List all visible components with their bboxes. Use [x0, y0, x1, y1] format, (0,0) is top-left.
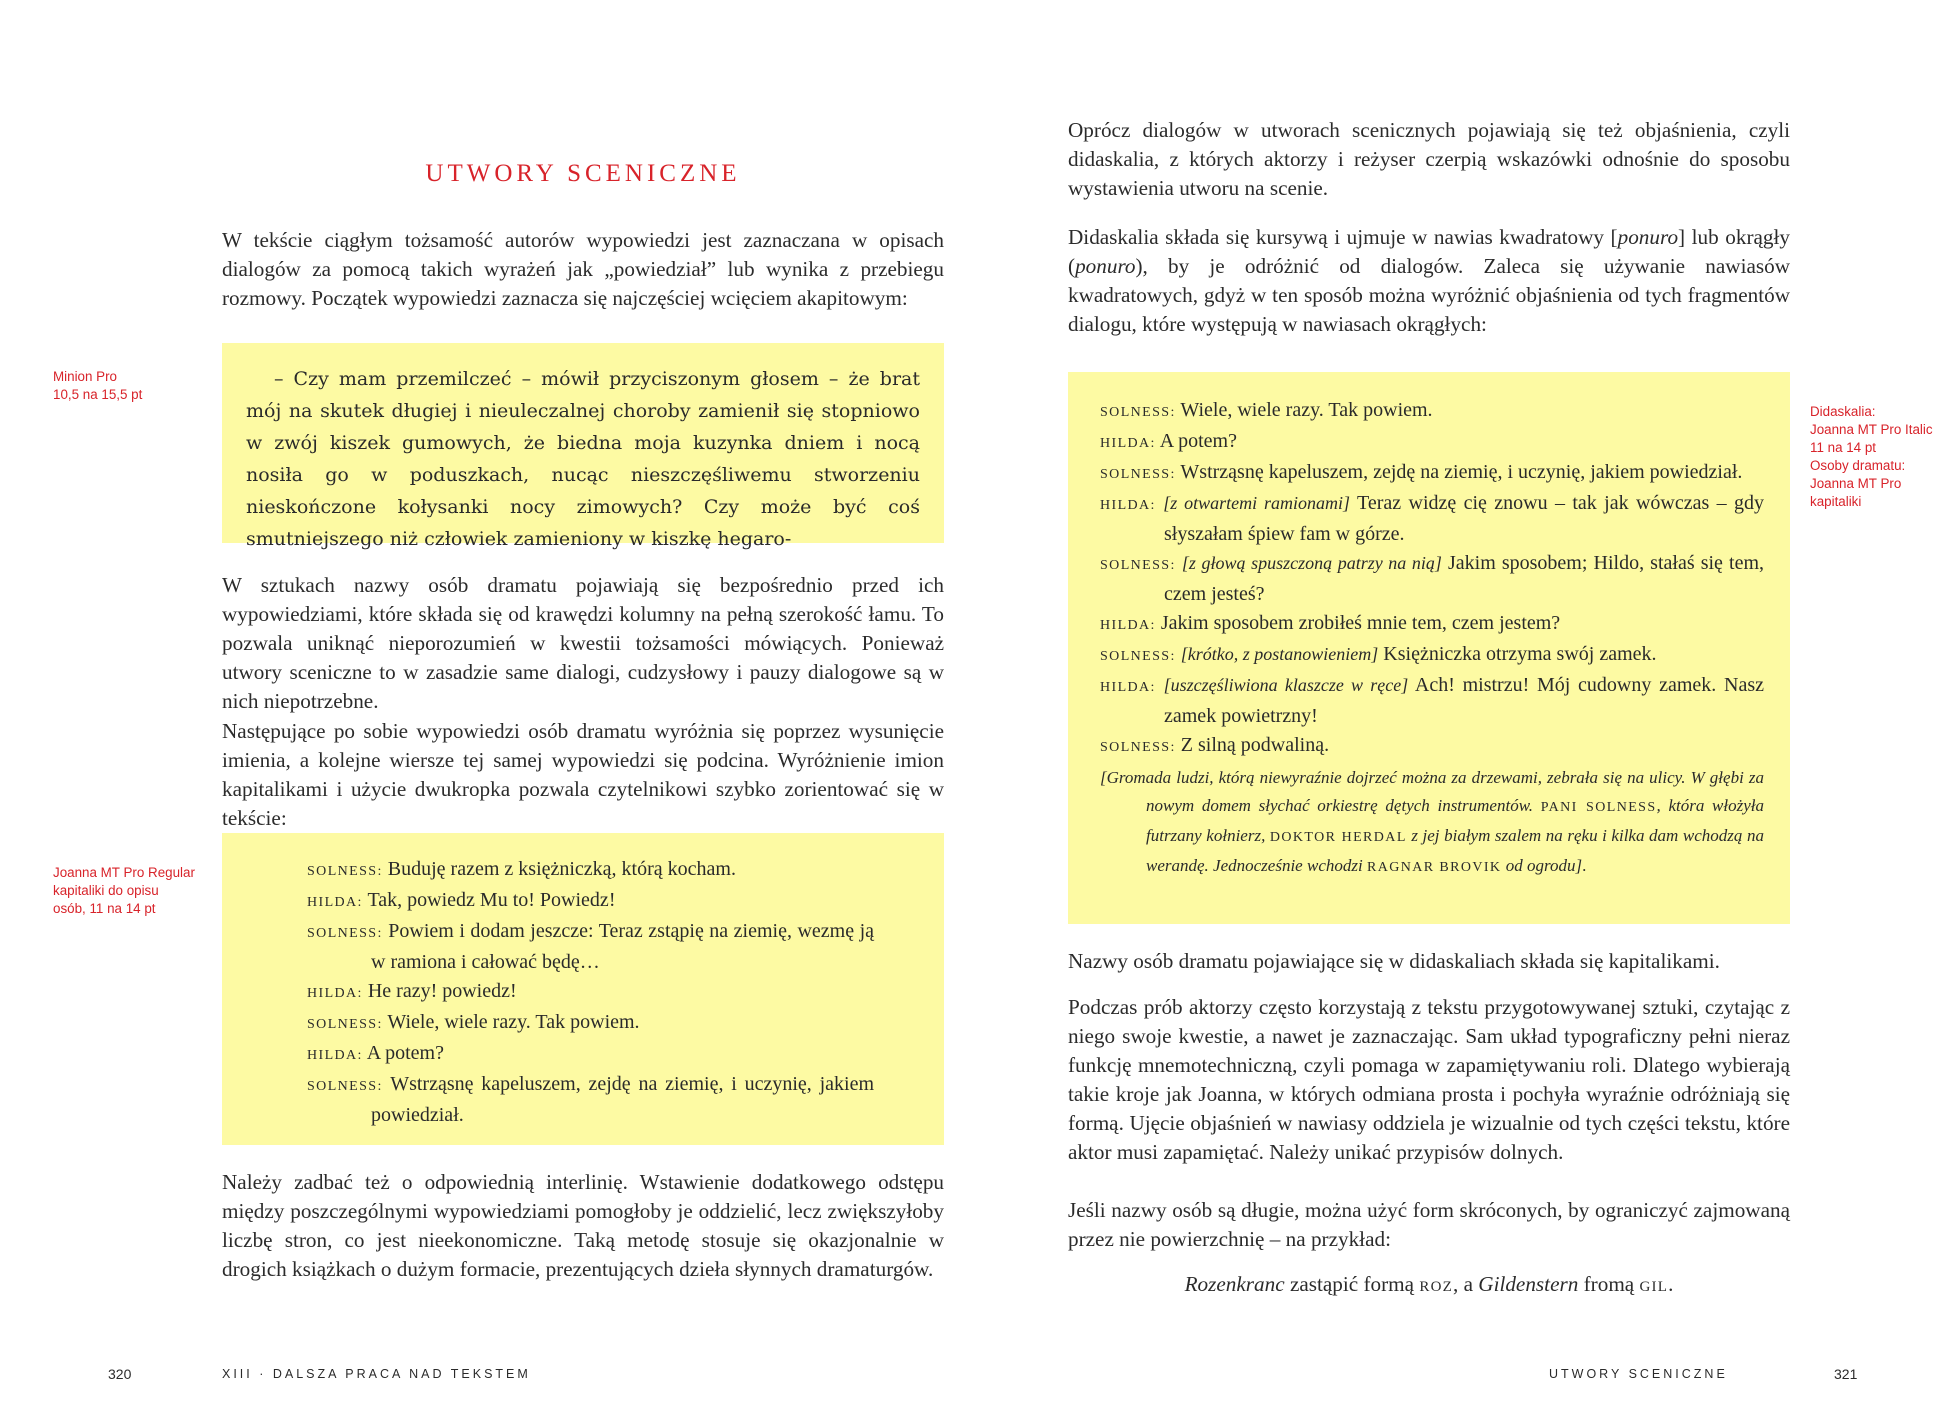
quote-text: – Czy mam przemilczeć – mówił przyciszonym głosem – że brat mój na skutek długiej i nieuleczalnej choroby zamienił się stopniowo w zwój kiszek gumowych, że biedna moja kuzynka dniem i nocą nosiła go w poduszkach, nucąc nieszczęśliwemu stworzeniu nieskończone kołysanki nocy zimowych? Czy może być coś smutniejszego niż człowiek zamieniony w kiszkę hegaro- [246, 368, 920, 550]
dialog-line [1100, 549, 1764, 609]
text-run: zastąpić formą [1284, 1272, 1420, 1296]
note-line: 11 na 14 pt [1810, 440, 1877, 455]
speaker-name: SOLNESS: [1100, 558, 1176, 573]
stage-direction [1100, 764, 1764, 882]
margin-note-minion [53, 368, 193, 404]
margin-note-didascalia [1810, 403, 1950, 511]
dialog-text: Teraz widzę cię znowu – tak jak wówczas – gdy słyszałam śpiew fam w górze. [1164, 492, 1765, 545]
didascalia: [z otwartemi ramionami] [1163, 493, 1350, 513]
dialog-line [307, 1070, 874, 1130]
stage-text: , która włożyła futrzany kołnierz, [1146, 796, 1764, 845]
dialog-line [1100, 396, 1764, 427]
text-run: Didaskalia składa się kursywą i ujmuje w nawias kwadratowy [ [1068, 225, 1618, 249]
note-line: kapitaliki [1810, 494, 1862, 509]
dialog-text: A potem? [366, 1042, 444, 1064]
didascalia-text: uszczęśliwiona klaszcze w ręce [1170, 675, 1402, 695]
paragraph-names-in-didascalia: Nazwy osób dramatu pojawiające się w didaskaliach składa się kapitalikami. [1068, 949, 1720, 973]
note-line: kapitaliki do opisu [53, 883, 159, 898]
dialog-line [1100, 489, 1764, 549]
dialog-line [1100, 731, 1764, 762]
speaker-name: HILDA: [1100, 498, 1156, 513]
italic-example: ponuro [1075, 254, 1136, 278]
dialog-text: Buduję razem z księżniczką, którą kocham. [387, 858, 736, 880]
didascalia-text: z głową spuszczoną patrzy na nią [1188, 553, 1435, 573]
speaker-name: SOLNESS: [1100, 740, 1176, 755]
stage-character: DOKTOR HERDAL [1269, 830, 1407, 845]
dialog-text: Wstrząsnę kapeluszem, zejdę na ziemię, i uczynię, jakiem powiedział. [1180, 461, 1743, 483]
dialog-line [1100, 427, 1764, 458]
paragraph-indent: Następujące po sobie wypowiedzi osób dramatu wyróżnia się poprzez wysunięcie imienia, a kolejne wiersze tej samej wypowiedzi się podcina. Wyróżnienie imion kapitalikami i użycie dwukropka pozwala czytelnikowi szybko zorientować się w tekście: [222, 719, 944, 830]
page-number-right: 321 [1834, 1366, 1858, 1382]
text-run: ] lub okrągły ( [1068, 225, 1790, 278]
dialog-line [307, 1008, 874, 1039]
dialog-text: Jakim sposobem; Hildo, stałaś się tem, czem jesteś? [1164, 552, 1764, 605]
note-line: 10,5 na 15,5 pt [53, 387, 143, 402]
dialog-line [307, 886, 874, 917]
speaker-name: HILDA: [1100, 436, 1156, 451]
dialog-line [1100, 458, 1764, 489]
speaker-name: HILDA: [1100, 680, 1156, 695]
note-line: Joanna MT Pro Italic [1810, 422, 1933, 437]
example-name: Rozenkranc [1184, 1272, 1285, 1296]
dialog-line [307, 1039, 874, 1070]
stage-text: z jej białym szalem na ręku i kilka dam wchodzą na werandę. Jednocześnie wchodzi [1146, 826, 1764, 875]
dialog-text: Z silną podwaliną. [1180, 734, 1330, 756]
dialog-text: A potem? [1159, 430, 1237, 452]
dialog-line [307, 917, 874, 977]
didascalia-intro-paragraph: Oprócz dialogów w utworach scenicznych pojawiają się też objaśnienia, czyli didaskalia, z których aktorzy i reżyser czerpią wskazówki odnośnie do sposobu wystawienia utworu na scenie. [1068, 118, 1790, 200]
speaker-name: SOLNESS: [1100, 649, 1176, 664]
didascalia-text: z otwartemi ramionami [1170, 493, 1343, 513]
dialog-line [307, 855, 874, 886]
didascalia: [krótko, z postanowieniem] [1180, 644, 1379, 664]
speaker-name: SOLNESS: [307, 1079, 383, 1094]
page-number-left: 320 [108, 1366, 132, 1382]
dialog-box-left [222, 833, 944, 1145]
note-line: Didaskalia: [1810, 404, 1876, 419]
abbreviation-example [1068, 1270, 1790, 1302]
dialog-text: Powiem i dodam jeszcze: Teraz zstąpię na ziemię, wezmę ją w ramiona i całować będę… [371, 920, 875, 973]
stage-character: RAGNAR BROVIK [1366, 860, 1502, 875]
dialog-text: Wstrząsnę kapeluszem, zejdę na ziemię, i uczynię, jakiem powiedział. [371, 1073, 874, 1126]
paragraph-spacing: Należy zadbać też o odpowiednią interlinię. Wstawienie dodatkowego odstępu między poszczególnymi wypowiedziami pomogłoby je oddzielić, lecz zwiększyłoby liczbę stron, co jest nieekonomiczne. Taką metodę stosuje się okazjonalnie w drogich książkach o dużym formacie, prezentujących dzieła słynnych dramaturgów. [222, 1170, 944, 1281]
stage-text: . [1582, 856, 1587, 875]
note-line: Minion Pro [53, 369, 118, 384]
didascalia-brackets-paragraph [1068, 223, 1790, 339]
speaker-name: SOLNESS: [307, 926, 383, 941]
dialog-text: Księżniczka otrzyma swój zamek. [1383, 643, 1657, 665]
dialog-line [1100, 640, 1764, 671]
running-head-left: XIII · DALSZA PRACA NAD TEKSTEM [222, 1367, 531, 1381]
stage-text: od ogrodu] [1501, 856, 1583, 875]
didascalia-text: krótko, z postanowieniem [1187, 644, 1372, 664]
page-title: UTWORY SCENICZNE [425, 160, 741, 187]
quote-box [222, 343, 944, 550]
running-head-right: UTWORY SCENICZNE [1549, 1367, 1728, 1381]
text-run: fromą [1578, 1272, 1640, 1296]
dialog-text: He razy! powiedz! [367, 980, 517, 1002]
note-line: Joanna MT Pro Regular [53, 865, 195, 880]
didascalia: [uszczęśliwiona klaszcze w ręce] [1163, 675, 1409, 695]
italic-example: ponuro [1617, 225, 1679, 249]
paragraph-rehearsals: Podczas prób aktorzy często korzystają z tekstu przygotowywanej sztuki, czytając z niego swoje kwestie, a nawet je zaznaczając. Sam układ typograficzny pełni nieraz funkcję mnemotechniczną, czyli pomaga w zapamiętywaniu roli. Dlatego wybierają takie kroje jak Joanna, w których odmiana prosta i pochyła wyraźnie odróżniają się formą. Ujęcie objaśnień w nawiasy oddziela je wizualnie od tych części tekstu, które aktor musi zapamiętać. Należy unikać przypisów dolnych. [1068, 995, 1790, 1164]
text-run: , a [1452, 1272, 1479, 1296]
note-line: Osoby dramatu: [1810, 458, 1906, 473]
dialog-text: Ach! mistrzu! Mój cudowny zamek. Nasz zamek powietrzny! [1164, 674, 1764, 727]
note-line: osób, 11 na 14 pt [53, 901, 156, 916]
paragraph-abbreviations: Jeśli nazwy osób są długie, można użyć form skróconych, by ograniczyć zajmowaną przez nie powierzchnię – na przykład: [1068, 1198, 1790, 1251]
example-name: Gildenstern [1478, 1272, 1579, 1296]
margin-note-joanna [53, 864, 213, 918]
stage-character: PANI SOLNESS [1540, 800, 1657, 815]
paragraph-speakers: W sztukach nazwy osób dramatu pojawiają się bezpośrednio przed ich wypowiedziami, które składa się od krawędzi kolumny na pełną szerokość łamu. To pozwala uniknąć nieporozumień w kwestii tożsamości mówiących. Ponieważ utwory sceniczne to w zasadzie same dialogi, cudzysłowy i pauzy dialogowe są w nich niepotrzebne. [222, 573, 944, 713]
example-abbr: GIL [1639, 1279, 1669, 1295]
dialog-line [1100, 671, 1764, 731]
speaker-name: HILDA: [307, 895, 363, 910]
speaker-name: SOLNESS: [307, 1017, 383, 1032]
speaker-name: HILDA: [307, 986, 363, 1001]
note-line: Joanna MT Pro [1810, 476, 1902, 491]
dialog-line [307, 977, 874, 1008]
speaker-name: SOLNESS: [1100, 405, 1176, 420]
didascalia: [z głową spuszczoną patrzy na nią] [1181, 553, 1442, 573]
speaker-name: HILDA: [1100, 618, 1156, 633]
example-abbr: ROZ [1419, 1279, 1453, 1295]
dialog-box-right [1068, 372, 1790, 924]
dialog-text: Wiele, wiele razy. Tak powiem. [387, 1011, 640, 1033]
speaker-name: SOLNESS: [1100, 467, 1176, 482]
text-run: . [1668, 1272, 1674, 1296]
text-run: ), by je odróżnić od dialogów. Zaleca się używanie nawiasów kwadratowych, gdyż w ten sposób można wyróżnić objaśnienia od tych fragmentów dialogu, które występują w nawiasach okrągłych: [1068, 254, 1790, 336]
dialog-text: Jakim sposobem zrobiłeś mnie tem, czem jestem? [1160, 612, 1561, 634]
dialog-text: Wiele, wiele razy. Tak powiem. [1180, 399, 1433, 421]
stage-text: [Gromada ludzi, którą niewyraźnie dojrzeć można za drzewami, zebrała się na ulicy. W głębi za nowym domem słychać orkiestrę dętych instrumentów. [1100, 768, 1764, 815]
speaker-name: HILDA: [307, 1048, 363, 1063]
dialog-text: Tak, powiedz Mu to! Powiedz! [367, 889, 616, 911]
speaker-name: SOLNESS: [307, 864, 383, 879]
intro-paragraph: W tekście ciągłym tożsamość autorów wypowiedzi jest zaznaczana w opisach dialogów za pomocą takich wyrażeń jak „powiedział” lub wynika z przebiegu rozmowy. Początek wypowiedzi zaznacza się najczęściej wcięciem akapitowym: [222, 228, 944, 310]
dialog-line [1100, 609, 1764, 640]
